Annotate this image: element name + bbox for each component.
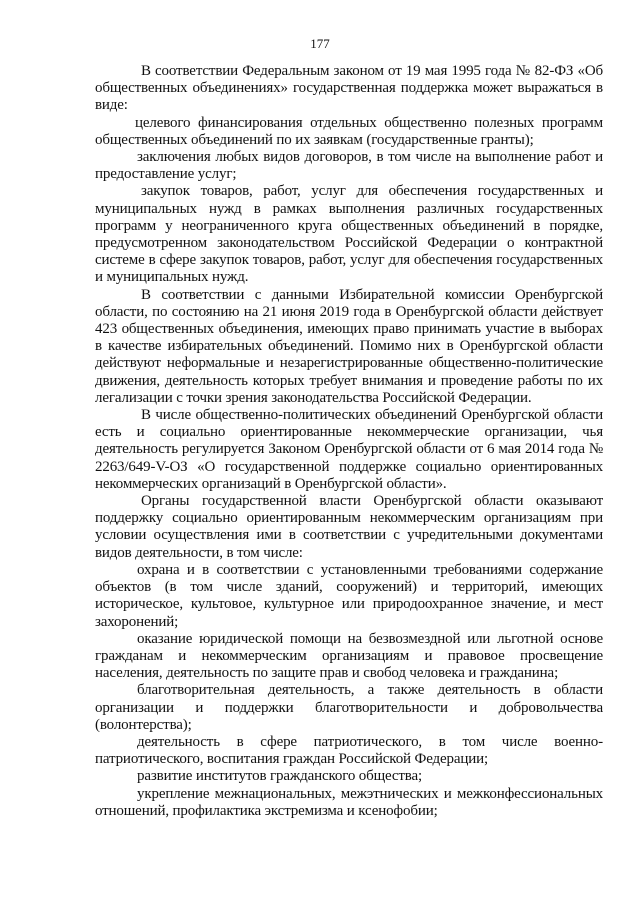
paragraph-charity: благотворительная деятельность, а также деятельность в области организации и поддержки благотворительности и добровольчества (волонтерства);	[95, 682, 603, 733]
paragraph-contracts: заключения любых видов договоров, в том числе на выполнение работ и предоставление услуг;	[95, 149, 603, 183]
page-number: 177	[310, 36, 330, 51]
paragraph-socially-oriented-ngo: В числе общественно-политических объединений Оренбургской области есть и социально ориентированные некоммерческие организации, чья деятельность регулируется Законом Оренбургской области от 6 мая 2014 года № 2263/649-V-ОЗ «О государственной поддержке социально ориентированных некоммерческих организаций в Оренбургской области».	[95, 407, 603, 492]
paragraph-government-support: Органы государственной власти Оренбургской области оказывают поддержку социально ориентированным некоммерческим организациям при условии осуществления ими в соответствии с учредительными документами видов деятельности, в том числе:	[95, 493, 603, 561]
paragraph-procurement: закупок товаров, работ, услуг для обеспечения государственных и муниципальных нужд в рамках выполнения различных государственных программ у неограниченного круга общественных объединений в порядке, предусмотренном законодательством Российской Федерации о контрактной системе в сфере закупок товаров, работ, услуг для обеспечения государственных и муниципальных нужд.	[95, 183, 603, 286]
paragraph-heritage-protection: охрана и в соответствии с установленными требованиями содержание объектов (в том числе зданий, сооружений) и территорий, имеющих историческое, культовое, культурное или природоохранное значение, и мест захоронений;	[95, 561, 603, 630]
paragraph-legal-aid: оказание юридической помощи на безвозмездной или льготной основе гражданам и некоммерческим организациям и правовое просвещение населения, деятельность по защите прав и свобод человека и гражданина;	[95, 630, 603, 682]
document-body	[95, 63, 603, 820]
paragraph-patriotic-education: деятельность в сфере патриотического, в том числе военно-патриотического, воспитания граждан Российской Федерации;	[95, 733, 603, 768]
paragraph-interethnic-relations: укрепление межнациональных, межэтнических и межконфессиональных отношений, профилактика экстремизма и ксенофобии;	[95, 785, 603, 819]
paragraph-civil-society: развитие институтов гражданского общества;	[137, 768, 423, 785]
paragraph-support-forms-intro: В соответствии Федеральным законом от 19 мая 1995 года № 82-ФЗ «Об общественных объединениях» государственная поддержка может выражаться в виде:	[95, 63, 603, 114]
paragraph-targeted-financing: целевого финансирования отдельных общественно полезных программ общественных объединений по их заявкам (государственные гранты);	[95, 114, 603, 148]
paragraph-election-commission: В соответствии с данными Избирательной комиссии Оренбургской области, по состоянию на 21 июня 2019 года в Оренбургской области действует 423 общественных объединения, имеющих право принимать участие в выборах в качестве избирательных объединений. Помимо них в Оренбургской области действуют неформальные и незарегистрированные общественно-политические движения, деятельность которых требует внимания и проведение работы по их легализации с точки зрения законодательства Российской Федерации.	[95, 286, 603, 406]
